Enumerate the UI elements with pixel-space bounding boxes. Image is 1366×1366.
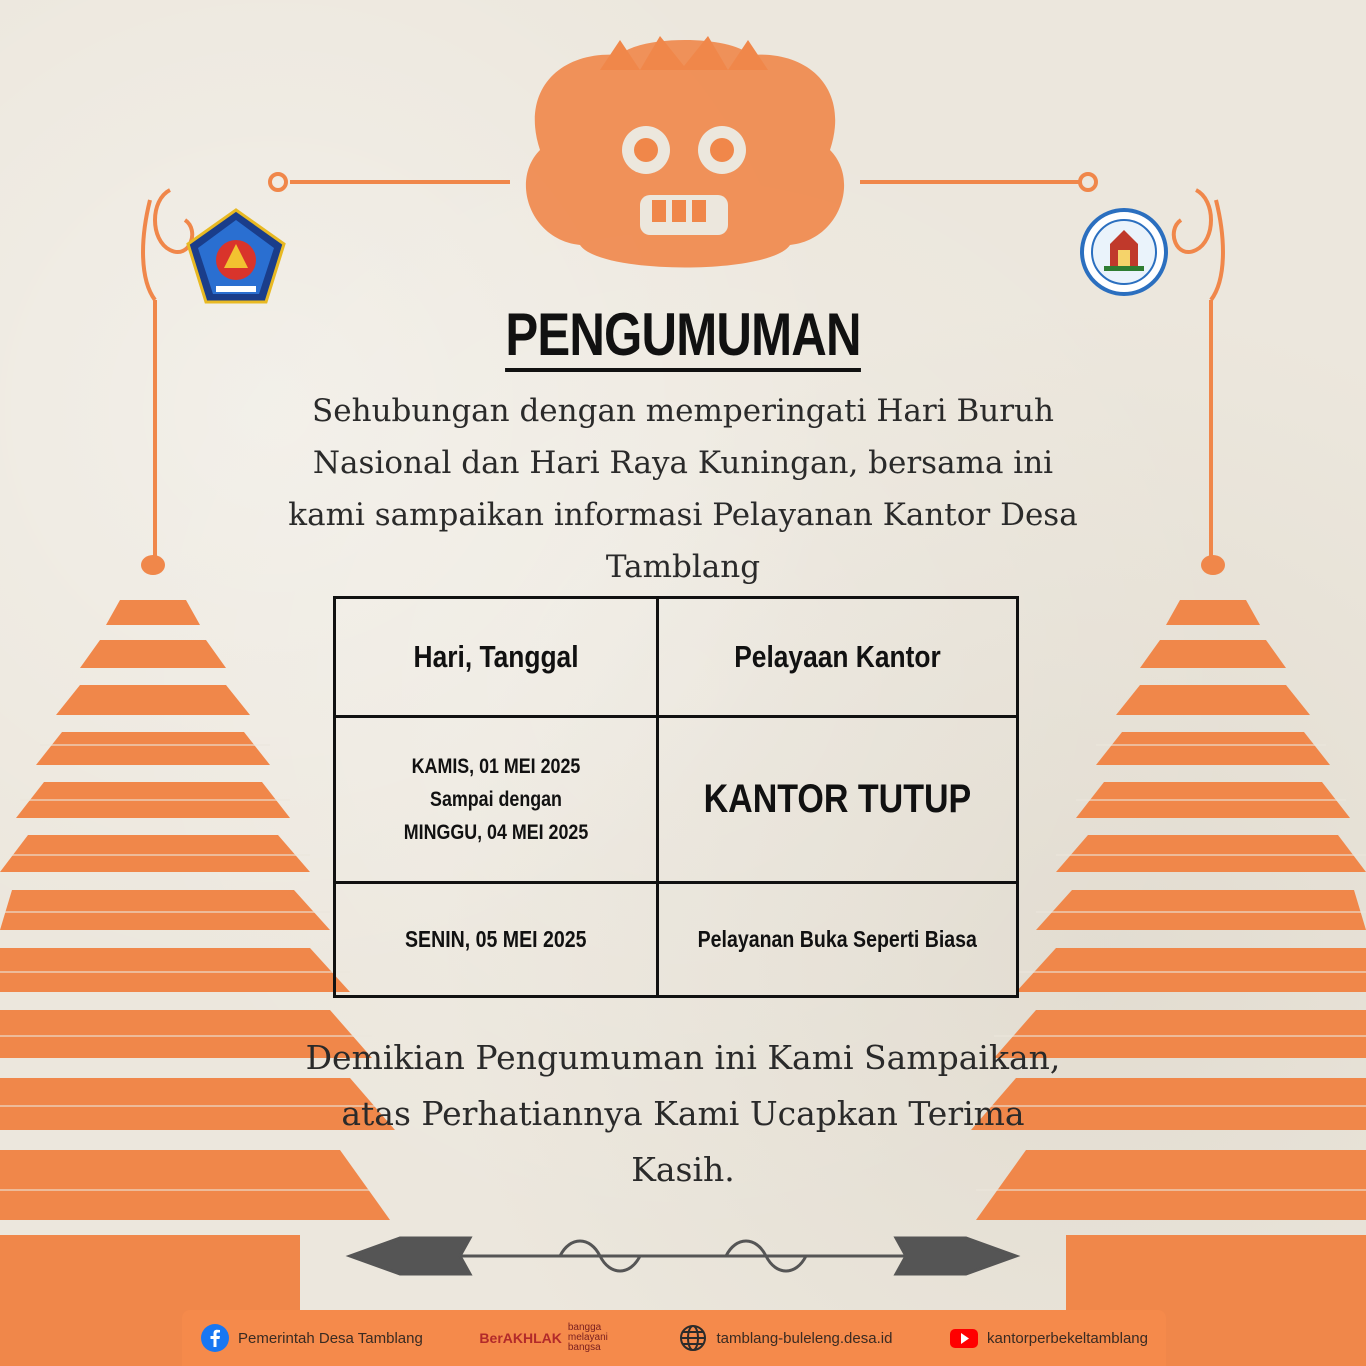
facebook-icon [200, 1323, 230, 1353]
announcement-title [123, 300, 1243, 369]
footer-facebook[interactable] [200, 1323, 423, 1353]
office-open-cell: Pelayanan Buka Seperti Biasa [658, 883, 1018, 997]
youtube-icon [949, 1323, 979, 1353]
footer-bar [182, 1310, 1166, 1366]
header-service: Pelayaan Kantor [658, 598, 1018, 717]
arrow-divider [350, 1238, 1016, 1274]
youtube-label: kantorperbekeltamblang [987, 1329, 1148, 1347]
date-end: MINGGU, 04 MEI 2025 [403, 821, 589, 845]
table-row [335, 716, 1018, 882]
footer-youtube[interactable] [949, 1323, 1148, 1353]
date-connector: Sampai dengan [430, 788, 562, 812]
buleleng-regency-logo [186, 208, 286, 304]
intro-paragraph: Sehubungan dengan memperingati Hari Buruh Nasional dan Hari Raya Kuningan, bersama ini kami sampaikan informasi Pelayanan Kantor Desa Tamblang [288, 393, 1078, 585]
website-label: tamblang-buleleng.desa.id [716, 1329, 893, 1347]
berakhlak-tagline: bangga melayani bangsa [567, 1322, 608, 1353]
berakhlak-label: BerAKHLAK [479, 1330, 562, 1346]
reopen-date-cell: SENIN, 05 MEI 2025 [335, 883, 658, 997]
footer-website[interactable] [678, 1323, 892, 1353]
globe-icon [678, 1323, 708, 1353]
table-row [335, 883, 1018, 997]
right-pagoda [971, 555, 1366, 1366]
facebook-label: Pemerintah Desa Tamblang [238, 1329, 423, 1347]
title-text: PENGUMUMAN [505, 301, 860, 372]
table-header-row [335, 598, 1018, 717]
office-closed-cell: KANTOR TUTUP [658, 716, 1018, 882]
date-start: KAMIS, 01 MEI 2025 [411, 755, 581, 779]
berakhlak-logo [479, 1323, 621, 1353]
barong-mask [526, 36, 844, 268]
closing-paragraph: Demikian Pengumuman ini Kami Sampaikan, atas Perhatiannya Kami Ucapkan Terima Kasih. [305, 1038, 1061, 1189]
schedule-table [333, 596, 1019, 998]
date-range-cell [335, 716, 658, 882]
header-date: Hari, Tanggal [335, 598, 658, 717]
desa-tamblang-seal [1080, 208, 1168, 296]
